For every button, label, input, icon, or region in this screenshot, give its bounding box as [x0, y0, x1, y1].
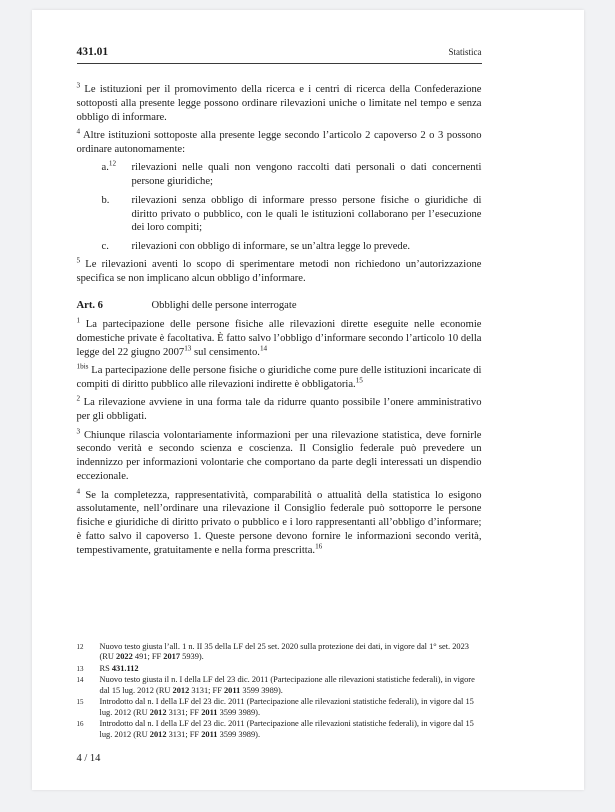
text-run: Introdotto dal n. I della LF del 23 dic. 2011 (Partecipazione alle rilevazioni statistiche federali), in vigore dal 15 lug. 2012 (RU	[99, 697, 474, 717]
list-item	[102, 194, 482, 236]
text-run: Introdotto dal n. I della LF del 23 dic. 2011 (Partecipazione alle rilevazioni statistiche federali), in vigore dal 15 lug. 2012 (RU	[99, 719, 474, 739]
text-run: rilevazioni senza obbligo di informare presso persone fisiche o giuridiche di diritto privato o pubblico, con le quali le istituzioni collaborano per l’esecuzione dei loro compiti;	[131, 194, 482, 234]
footnote-ref: 12	[108, 159, 117, 168]
footnote	[77, 675, 482, 696]
text-run: 2011	[223, 685, 241, 695]
paragraph-number: 4	[76, 127, 81, 136]
paragraph-number: 3	[76, 81, 81, 90]
doc-number: 431.01	[76, 46, 109, 58]
list-marker	[102, 161, 132, 189]
footnote-text	[100, 642, 482, 663]
text-run: 2022	[116, 652, 133, 661]
article-title: Obblighi delle persone interrogate	[151, 299, 297, 311]
text-run: La partecipazione delle persone fisiche o giuridiche come pure delle istituzioni incaricate di compiti di diritto pubblico alle rilevazioni indirette è obbligatoria.	[76, 365, 482, 390]
paragraph	[77, 318, 482, 360]
text-run: Nuovo testo giusta il n. I della LF del 23 dic. 2011 (Partecipazione alle rilevazioni statistiche federali), in vigore dal 15 lug. 2012 (RU	[99, 675, 475, 695]
paragraph	[76, 486, 482, 558]
text-run: 3599 3989).	[217, 729, 261, 739]
text-run: a.	[101, 162, 109, 174]
text-run: 3131; FF	[166, 729, 202, 739]
footnote-text	[100, 719, 482, 740]
text-run: 5939).	[180, 652, 204, 661]
text-run: 3599 3989).	[217, 707, 261, 717]
page-footer	[77, 642, 482, 765]
text-run: b.	[101, 194, 110, 206]
paragraph-number: 2	[76, 394, 81, 403]
footnote-text	[100, 675, 482, 696]
text-run: rilevazioni nelle quali non vengono raccolti dati personali o dati concernenti persone giuridiche;	[131, 162, 482, 188]
text-run: Altre istituzioni sottoposte alla presente legge secondo l’articolo 2 capoverso 2 o 3 possono ordinare autonomamente:	[76, 130, 482, 155]
text-run: 3599 3989).	[240, 685, 283, 695]
paragraph-number: 5	[76, 256, 81, 265]
doc-title: Statistica	[448, 47, 482, 57]
list-item-text	[132, 240, 482, 254]
list-item	[102, 161, 482, 189]
article-number: Art. 6	[76, 299, 103, 311]
text-run: 2012	[172, 685, 190, 695]
text-run: c.	[101, 240, 109, 252]
text-run: 2011	[201, 729, 218, 739]
text-run: Chiunque rilascia volontariamente informazioni per una rilevazione statistica, deve fornirle secondo verità e secondo scienza e coscienza. Il Consiglio federale può prevedere un indennizzo per informazioni volontarie che comportano da parte degli interessati un dispendio eccezionale.	[76, 429, 482, 483]
text-run: 2017	[163, 652, 181, 661]
footnote	[77, 697, 482, 718]
text-run: 3131; FF	[189, 685, 224, 695]
footnote	[77, 642, 482, 663]
footnote-text	[100, 664, 482, 675]
paragraph-number: 15	[355, 376, 363, 385]
footnote-number: 14	[76, 676, 84, 684]
footnote	[77, 719, 482, 740]
text-run: La partecipazione delle persone fisiche alle rilevazioni dirette eseguite nelle economie domestiche private è facoltativa. È fatto salvo l’obbligo d’informare secondo l’articolo 10 della legge del 22 giugno 2007	[76, 318, 482, 358]
list-marker	[102, 194, 132, 236]
list-item	[102, 240, 482, 254]
paragraph	[77, 364, 482, 392]
text-run: Le istituzioni per il promovimento della ricerca e i centri di ricerca della Confederazione sottoposti alla presente legge possono ordinare rilevazioni uniche o limitate nel tempo e senza obbligo di informare.	[76, 84, 482, 123]
footnote-number: 15	[76, 698, 84, 706]
paragraph	[76, 426, 482, 485]
paragraph-number: 14	[259, 344, 268, 353]
text-run: 431.112	[111, 663, 139, 673]
paragraph-number: 1	[76, 316, 81, 325]
text-run: Se la completezza, rappresentatività, comparabilità o attualità della statistica lo esigono assolutamente, nell’ordinare una rilevazione il Consiglio federale può sottoporre le persone fisiche e giuridiche di diritto privato o pubblico e i loro rappresentanti all’obbligo d’informare; è fatto salvo il capoverso 1. Queste persone devono fornire le informazioni secondo verità, tempestivamente, gratuitamente e nella forma prescritta.	[76, 489, 482, 556]
paragraph-number: 3	[76, 426, 81, 435]
text-run: Le rilevazioni aventi lo scopo di sperimentare metodi non richiedono un’autorizzazione specifica se non implicano alcun obbligo d’informare.	[76, 259, 482, 284]
paragraph-number: 16	[315, 542, 323, 551]
list-marker	[102, 240, 132, 254]
document-body	[77, 83, 482, 562]
text-run: RS	[99, 663, 112, 673]
text-run: rilevazioni con obbligo di informare, se un’altra legge lo prevede.	[131, 240, 411, 252]
paragraph	[77, 396, 482, 424]
footnote-number: 13	[76, 664, 84, 673]
paragraph	[77, 258, 482, 286]
text-run: 2011	[201, 707, 218, 717]
footnotes	[77, 642, 482, 741]
footnote-number: 16	[76, 720, 84, 728]
paragraph-number: 4	[76, 486, 81, 495]
paragraph-number: 13	[184, 344, 192, 353]
list-item-text	[132, 194, 482, 236]
text-run: 491; FF	[132, 652, 164, 661]
text-run: 3131; FF	[166, 707, 202, 717]
text-run: sul censimento.	[191, 346, 260, 358]
footnote	[77, 664, 482, 675]
document-page	[32, 10, 584, 790]
text-run: 2012	[149, 729, 167, 739]
footnote-number: 12	[76, 642, 84, 651]
page-number: 4 / 14	[76, 753, 101, 764]
page-header	[77, 46, 482, 64]
paragraph-number: 1bis	[76, 362, 89, 371]
text-run: Nuovo testo giusta l’all. 1 n. II 35 della LF del 25 set. 2020 sulla protezione dei dati, in vigore dal 1° set. 2023 (RU	[99, 641, 469, 661]
paragraph	[77, 129, 482, 157]
list-item-text	[132, 161, 482, 189]
paragraph	[77, 83, 482, 125]
article-heading	[77, 300, 482, 311]
text-run: La rilevazione avviene in una forma tale da ridurre quanto possibile l’onere amministrativo per gli obbligati.	[76, 397, 482, 423]
text-run: 2012	[149, 707, 167, 717]
footnote-text	[100, 697, 482, 718]
